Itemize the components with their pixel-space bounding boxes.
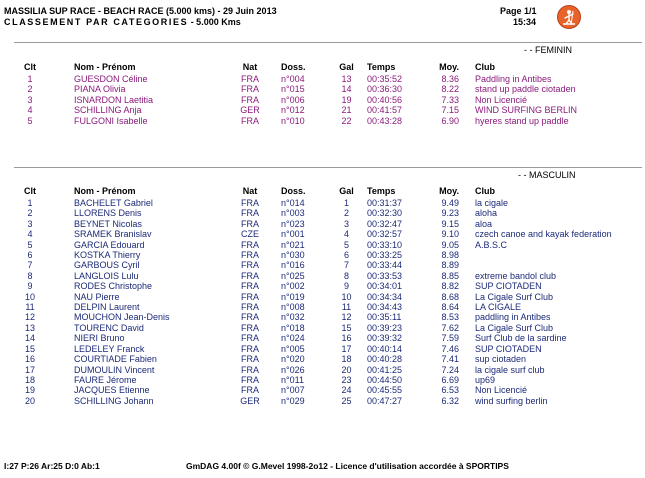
- table-header-row: [14, 60, 642, 74]
- speed-cell: 9.10: [441, 229, 459, 240]
- column-header-speed: Moy.: [439, 186, 459, 196]
- rank-cell: 1: [27, 198, 33, 208]
- rank-cell: 19: [24, 385, 35, 396]
- table-row: [14, 344, 642, 354]
- table-row: [14, 281, 642, 291]
- name-cell: SCHILLING Anja: [74, 105, 142, 116]
- table-row: [14, 105, 642, 115]
- name-cell: BACHELET Gabriel: [74, 198, 153, 208]
- overall-cell: 21: [341, 105, 352, 116]
- rank-cell: 1: [27, 74, 33, 84]
- bib-cell: n°004: [281, 74, 305, 84]
- nationality-cell: FRA: [241, 260, 259, 271]
- name-cell: GUESDON Céline: [74, 74, 148, 84]
- column-header-club: Club: [475, 62, 495, 72]
- name-cell: MOUCHON Jean-Denis: [74, 312, 170, 323]
- race-title: MASSILIA SUP RACE - BEACH RACE (5.000 kms) - 29 Juin 2013: [4, 6, 277, 16]
- club-cell: la cigale surf club: [475, 364, 545, 375]
- overall-cell: 12: [341, 312, 352, 323]
- nationality-cell: FRA: [241, 281, 259, 292]
- column-header-overall: Gal: [339, 186, 354, 196]
- rank-cell: 3: [27, 218, 33, 229]
- club-cell: czech canoe and kayak federation: [475, 229, 612, 240]
- column-header-time: Temps: [367, 62, 396, 72]
- name-cell: FAURE Jérome: [74, 374, 137, 385]
- page-number: Page 1/1: [500, 6, 537, 16]
- column-header-name: Nom - Prénom: [74, 62, 136, 72]
- nationality-cell: FRA: [241, 115, 259, 126]
- time-cell: 00:31:37: [367, 198, 403, 208]
- time-cell: 00:33:10: [367, 239, 403, 250]
- table-row: [14, 116, 642, 126]
- table-row: [14, 385, 642, 395]
- name-cell: GARCIA Edouard: [74, 239, 145, 250]
- time-cell: 00:36:30: [367, 84, 403, 95]
- rank-cell: 2: [27, 84, 33, 95]
- table-row: [14, 365, 642, 375]
- rank-cell: 3: [27, 94, 33, 105]
- bib-cell: n°012: [281, 105, 305, 116]
- nationality-cell: FRA: [241, 302, 259, 313]
- rank-cell: 4: [27, 229, 33, 240]
- bib-cell: n°008: [281, 302, 305, 313]
- club-cell: la cigale: [475, 198, 509, 208]
- nationality-cell: FRA: [241, 270, 259, 281]
- table-row: [14, 302, 642, 312]
- bib-cell: n°023: [281, 218, 305, 229]
- speed-cell: 7.33: [441, 94, 459, 105]
- overall-cell: 13: [341, 74, 352, 84]
- nationality-cell: FRA: [241, 354, 259, 365]
- name-cell: COURTIADE Fabien: [74, 354, 157, 365]
- bib-cell: n°002: [281, 281, 305, 292]
- table-row: [14, 271, 642, 281]
- speed-cell: 8.64: [441, 302, 459, 313]
- nationality-cell: CZE: [241, 229, 259, 240]
- club-cell: La Cigale Surf Club: [475, 291, 554, 302]
- speed-cell: 8.36: [441, 74, 459, 84]
- overall-cell: 18: [341, 354, 352, 365]
- overall-cell: 19: [341, 94, 352, 105]
- time-cell: 00:32:57: [367, 229, 403, 240]
- club-cell: Surf Club de la sardine: [475, 333, 567, 344]
- bib-cell: n°014: [281, 198, 305, 208]
- bib-cell: n°006: [281, 94, 305, 105]
- bib-cell: n°015: [281, 84, 305, 95]
- nationality-cell: FRA: [241, 84, 259, 95]
- bib-cell: n°007: [281, 385, 305, 396]
- overall-cell: 24: [341, 385, 352, 396]
- club-cell: Non Licencié: [475, 385, 528, 396]
- bib-cell: n°021: [281, 239, 305, 250]
- rank-cell: 11: [25, 302, 35, 313]
- report-subtitle-text: CLASSEMENT PAR CATEGORIES: [4, 17, 189, 27]
- speed-cell: 6.32: [441, 395, 459, 406]
- name-cell: LEDELEY Franck: [74, 343, 145, 354]
- results-table-masculin: [14, 184, 642, 406]
- table-header-row: [14, 184, 642, 198]
- time-cell: 00:33:44: [367, 260, 403, 271]
- time-cell: 00:33:25: [367, 250, 403, 261]
- club-cell: stand up paddle ciotaden: [475, 84, 576, 95]
- club-cell: Non Licencié: [475, 94, 528, 105]
- club-cell: [473, 260, 642, 270]
- table-row: [14, 229, 642, 239]
- sup-paddler-logo-icon: [557, 5, 581, 29]
- rank-cell: 18: [24, 374, 35, 385]
- bib-cell: n°032: [281, 312, 305, 323]
- nationality-cell: FRA: [241, 198, 259, 208]
- nationality-cell: GER: [240, 395, 260, 406]
- table-row: [14, 208, 642, 218]
- overall-cell: 5: [343, 239, 349, 250]
- table-row: [14, 375, 642, 385]
- rank-cell: 13: [24, 322, 35, 333]
- club-cell: La Cigale Surf Club: [475, 322, 554, 333]
- column-header-rank: Clt: [24, 62, 36, 72]
- bib-cell: n°030: [281, 250, 305, 261]
- time-cell: 00:39:23: [367, 322, 403, 333]
- overall-cell: 22: [341, 115, 352, 126]
- speed-cell: 9.23: [441, 208, 459, 219]
- name-cell: GARBOUS Cyril: [74, 260, 140, 271]
- column-header-bib: Doss.: [281, 62, 306, 72]
- club-cell: Paddling in Antibes: [475, 74, 552, 84]
- column-header-time: Temps: [367, 186, 396, 196]
- bib-cell: n°005: [281, 343, 305, 354]
- rank-cell: 6: [27, 250, 33, 261]
- bib-cell: n°010: [281, 115, 305, 126]
- nationality-cell: FRA: [241, 385, 259, 396]
- nationality-cell: FRA: [241, 364, 259, 375]
- overall-cell: 6: [343, 250, 349, 261]
- column-header-name: Nom - Prénom: [74, 186, 136, 196]
- table-row: [14, 292, 642, 302]
- time-cell: 00:47:27: [367, 395, 403, 406]
- name-cell: PIANA Olivia: [74, 84, 126, 95]
- rank-cell: 5: [27, 239, 33, 250]
- speed-cell: 7.24: [441, 364, 459, 375]
- table-row: [14, 396, 642, 406]
- nationality-cell: FRA: [241, 333, 259, 344]
- name-cell: SRAMEK Branislav: [74, 229, 152, 240]
- name-cell: JACQUES Etienne: [74, 385, 150, 396]
- bib-cell: n°003: [281, 208, 305, 219]
- nationality-cell: FRA: [241, 94, 259, 105]
- divider-feminin: [14, 42, 642, 43]
- rank-cell: 14: [24, 333, 35, 344]
- table-row: [14, 354, 642, 364]
- overall-cell: 4: [343, 229, 349, 240]
- column-header-overall: Gal: [339, 62, 354, 72]
- bib-cell: n°016: [281, 260, 305, 271]
- speed-cell: 8.68: [441, 291, 459, 302]
- club-cell: A.B.S.C: [475, 239, 508, 250]
- time-cell: 00:39:32: [367, 333, 403, 344]
- nationality-cell: FRA: [241, 208, 259, 219]
- overall-cell: 15: [341, 322, 352, 333]
- club-cell: LA CIGALE: [475, 302, 522, 313]
- speed-cell: 8.53: [441, 312, 459, 323]
- speed-cell: 7.62: [441, 322, 459, 333]
- time-cell: 00:40:28: [367, 354, 403, 365]
- overall-cell: 3: [343, 218, 349, 229]
- overall-cell: 11: [341, 302, 352, 313]
- report-subtitle: [4, 17, 241, 27]
- nationality-cell: FRA: [241, 343, 259, 354]
- column-header-club: Club: [475, 186, 495, 196]
- results-table-feminin: [14, 60, 642, 126]
- rank-cell: 15: [24, 343, 35, 354]
- column-header-rank: Clt: [24, 186, 36, 196]
- nationality-cell: GER: [240, 105, 260, 116]
- section-label-masculin: - - MASCULIN: [518, 170, 576, 180]
- table-row: [14, 323, 642, 333]
- table-row: [14, 198, 642, 208]
- column-header-speed: Moy.: [439, 62, 459, 72]
- club-cell: SUP CIOTADEN: [475, 343, 542, 354]
- club-cell: WIND SURFING BERLIN: [475, 105, 578, 116]
- overall-cell: 20: [341, 364, 352, 375]
- table-row: [14, 250, 642, 260]
- time-cell: 00:35:11: [367, 312, 402, 323]
- overall-cell: 8: [343, 270, 349, 281]
- table-row: [14, 219, 642, 229]
- table-row: [14, 74, 642, 84]
- bib-cell: n°011: [281, 374, 304, 385]
- name-cell: ISNARDON Laetitia: [74, 94, 154, 105]
- bib-cell: n°018: [281, 322, 305, 333]
- speed-cell: 8.82: [441, 281, 459, 292]
- name-cell: SCHILLING Johann: [74, 395, 154, 406]
- rank-cell: 17: [24, 364, 35, 375]
- time-cell: 00:45:55: [367, 385, 403, 396]
- rank-cell: 5: [27, 115, 33, 126]
- rank-cell: 2: [27, 208, 33, 219]
- club-cell: aloha: [475, 208, 498, 219]
- time-cell: 00:34:01: [367, 281, 403, 292]
- rank-cell: 7: [27, 260, 33, 271]
- time-cell: 00:34:34: [367, 291, 403, 302]
- overall-cell: 10: [341, 291, 352, 302]
- print-time: 15:34: [513, 17, 537, 27]
- table-row: [14, 240, 642, 250]
- nationality-cell: FRA: [241, 250, 259, 261]
- speed-cell: 8.98: [441, 250, 459, 261]
- club-cell: SUP CIOTADEN: [475, 281, 542, 292]
- column-header-nationality: Nat: [242, 186, 258, 196]
- nationality-cell: FRA: [241, 239, 259, 250]
- name-cell: RODES Christophe: [74, 281, 153, 292]
- column-header-bib: Doss.: [281, 186, 306, 196]
- time-cell: 00:35:52: [367, 74, 403, 84]
- column-header-nationality: Nat: [242, 62, 258, 72]
- rank-cell: 20: [24, 395, 35, 406]
- time-cell: 00:41:57: [367, 105, 403, 116]
- bib-cell: n°024: [281, 333, 305, 344]
- rank-cell: 10: [24, 291, 35, 302]
- name-cell: NAU Pierre: [74, 291, 120, 302]
- time-cell: 00:34:43: [367, 302, 403, 313]
- speed-cell: 8.22: [441, 84, 459, 95]
- nationality-cell: FRA: [241, 291, 259, 302]
- club-cell: up69: [475, 374, 496, 385]
- overall-cell: 16: [341, 333, 352, 344]
- race-stats: I:27 P:26 Ar:25 D:0 Ab:1: [4, 461, 100, 471]
- rank-cell: 12: [24, 312, 35, 323]
- bib-cell: n°020: [281, 354, 305, 365]
- overall-cell: 23: [341, 374, 352, 385]
- time-cell: 00:33:53: [367, 270, 403, 281]
- name-cell: LLORENS Denis: [74, 208, 142, 219]
- name-cell: BEYNET Nicolas: [74, 218, 142, 229]
- overall-cell: 7: [343, 260, 349, 271]
- club-cell: wind surfing berlin: [475, 395, 548, 406]
- name-cell: LANGLOIS Lulu: [74, 270, 139, 281]
- time-cell: 00:41:25: [367, 364, 403, 375]
- speed-cell: 8.89: [441, 260, 459, 271]
- name-cell: TOURENC David: [74, 322, 144, 333]
- rank-cell: 9: [27, 281, 33, 292]
- bib-cell: n°001: [281, 229, 305, 240]
- time-cell: 00:40:56: [367, 94, 403, 105]
- club-cell: aloa: [475, 218, 493, 229]
- overall-cell: 1: [343, 198, 349, 208]
- speed-cell: 6.90: [441, 115, 459, 126]
- speed-cell: 7.59: [441, 333, 459, 344]
- time-cell: 00:43:28: [367, 115, 403, 126]
- speed-cell: 7.46: [441, 343, 459, 354]
- software-credits: GmDAG 4.00f © G.Mevel 1998-2o12 - Licence d'utilisation accordée à SPORTIPS: [186, 461, 509, 471]
- name-cell: DUMOULIN Vincent: [74, 364, 155, 375]
- overall-cell: 14: [341, 84, 352, 95]
- section-label-feminin: - - FEMININ: [524, 45, 572, 55]
- nationality-cell: FRA: [241, 312, 259, 323]
- name-cell: KOSTKA Thierry: [74, 250, 141, 261]
- time-cell: 00:40:14: [367, 343, 403, 354]
- speed-cell: 6.53: [441, 385, 459, 396]
- table-row: [14, 333, 642, 343]
- time-cell: 00:44:50: [367, 374, 403, 385]
- speed-cell: 9.05: [441, 239, 459, 250]
- table-row: [14, 95, 642, 105]
- speed-cell: 9.15: [441, 218, 459, 229]
- time-cell: 00:32:47: [367, 218, 403, 229]
- club-cell: extreme bandol club: [475, 270, 557, 281]
- club-cell: sup ciotaden: [475, 354, 527, 365]
- bib-cell: n°026: [281, 364, 305, 375]
- bib-cell: n°025: [281, 270, 305, 281]
- time-cell: 00:32:30: [367, 208, 403, 219]
- overall-cell: 25: [341, 395, 352, 406]
- speed-cell: 6.69: [441, 374, 459, 385]
- name-cell: FULGONI Isabelle: [74, 115, 148, 126]
- club-cell: [473, 250, 642, 260]
- club-cell: paddling in Antibes: [475, 312, 551, 323]
- table-row: [14, 260, 642, 270]
- club-cell: hyeres stand up paddle: [475, 115, 569, 126]
- overall-cell: 17: [341, 343, 352, 354]
- speed-cell: 7.15: [441, 105, 459, 116]
- divider-masculin: [14, 167, 642, 168]
- rank-cell: 8: [27, 270, 33, 281]
- speed-cell: 9.49: [441, 198, 459, 208]
- table-row: [14, 312, 642, 322]
- bib-cell: n°019: [281, 291, 305, 302]
- overall-cell: 9: [343, 281, 349, 292]
- rank-cell: 4: [27, 105, 33, 116]
- nationality-cell: FRA: [241, 74, 259, 84]
- rank-cell: 16: [24, 354, 35, 365]
- speed-cell: 7.41: [441, 354, 459, 365]
- nationality-cell: FRA: [241, 218, 259, 229]
- table-row: [14, 84, 642, 94]
- report-distance: - 5.000 Kms: [188, 17, 241, 27]
- nationality-cell: FRA: [241, 322, 259, 333]
- bib-cell: n°029: [281, 395, 305, 406]
- name-cell: NIERI Bruno: [74, 333, 125, 344]
- speed-cell: 8.85: [441, 270, 459, 281]
- overall-cell: 2: [343, 208, 349, 219]
- name-cell: DELPIN Laurent: [74, 302, 140, 313]
- nationality-cell: FRA: [241, 374, 259, 385]
